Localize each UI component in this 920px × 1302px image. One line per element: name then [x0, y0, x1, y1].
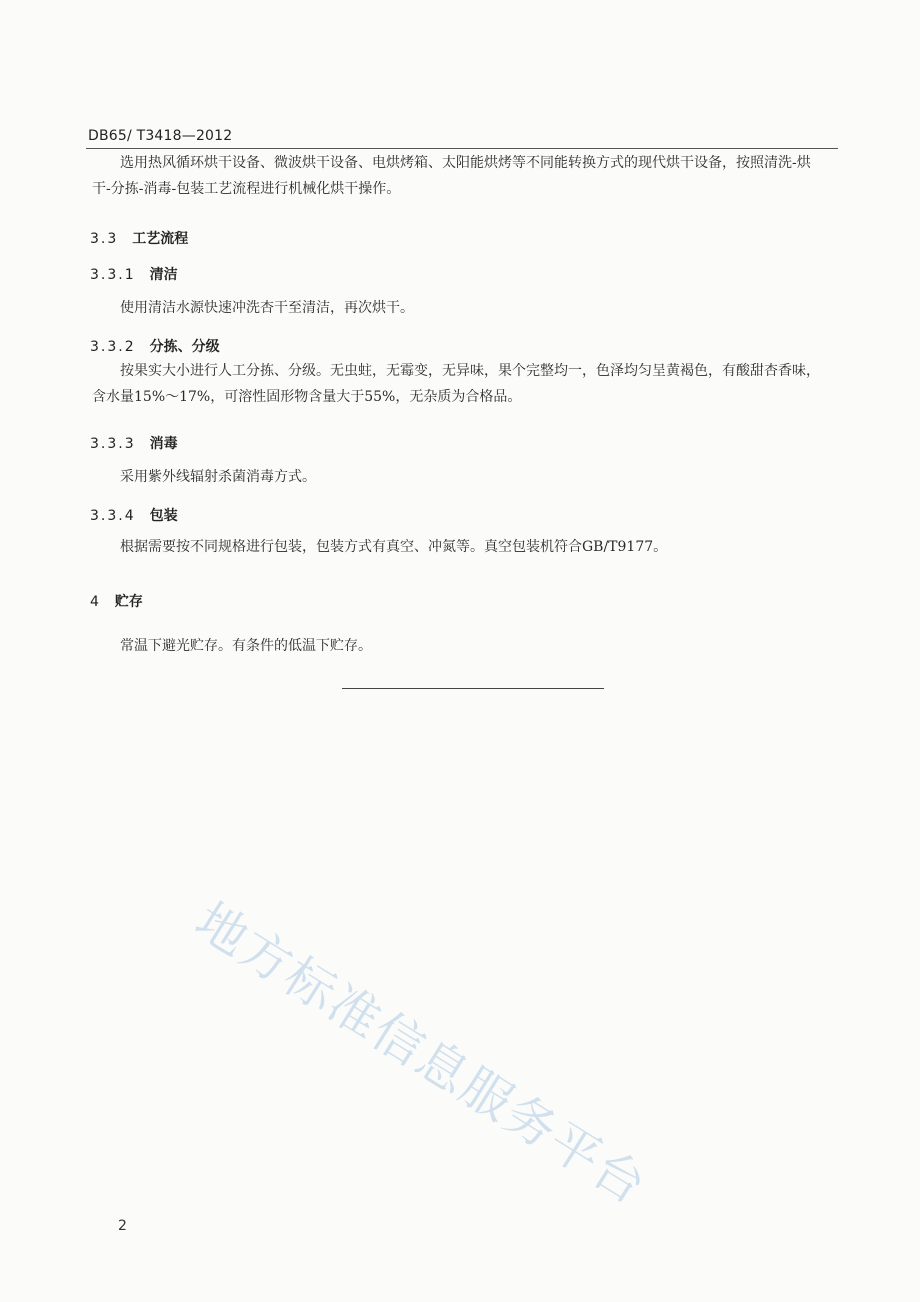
- watermark: 地方标准信息服务平台: [185, 891, 658, 1217]
- header-code: DB65/ T3418—2012: [88, 128, 233, 144]
- heading-title: 分拣、分级: [149, 339, 220, 355]
- paragraph-3-3-1: 使用清洁水源快速冲洗杏干至清洁，再次烘干。: [120, 300, 414, 316]
- heading-title: 贮存: [114, 594, 143, 610]
- heading-number: 3.3.3: [90, 436, 136, 452]
- end-rule: [342, 688, 604, 689]
- paragraph-3-3-3: 采用紫外线辐射杀菌消毒方式。: [120, 469, 316, 485]
- heading-4: [90, 592, 143, 612]
- heading-number: 3.3: [90, 231, 119, 247]
- heading-number: 3.3.2: [90, 339, 136, 355]
- intro-paragraph: 选用热风循环烘干设备、微波烘干设备、电烘烤箱、太阳能烘烤等不同能转换方式的现代烘干设备，按照清洗-烘干-分拣-消毒-包装工艺流程进行机械化烘干操作。: [92, 155, 811, 197]
- heading-3-3-2: [90, 337, 220, 357]
- heading-number: 3.3.1: [90, 267, 136, 283]
- paragraph-4: 常温下避光贮存。有条件的低温下贮存。: [120, 638, 372, 654]
- heading-title: 包装: [149, 508, 178, 524]
- heading-number: 3.3.4: [90, 508, 136, 524]
- header-rule: [86, 148, 838, 149]
- paragraph-3-3-2: 按果实大小进行人工分拣、分级。无虫蛀，无霉变，无异味，果个完整均一，色泽均匀呈黄褐色，有酸甜杏香味，含水量15%～17%，可溶性固形物含量大于55%，无杂质为合格品。: [92, 363, 820, 405]
- heading-3-3-4: [90, 506, 178, 526]
- heading-title: 消毒: [149, 436, 178, 452]
- heading-3-3: [90, 229, 188, 249]
- heading-title: 清洁: [149, 267, 178, 283]
- heading-3-3-3: [90, 434, 178, 454]
- paragraph-3-3-4: 根据需要按不同规格进行包装，包装方式有真空、冲氮等。真空包装机符合GB/T9177。: [120, 539, 668, 555]
- heading-3-3-1: [90, 265, 178, 285]
- heading-number: 4: [90, 594, 101, 610]
- page-number: 2: [118, 1218, 127, 1234]
- heading-title: 工艺流程: [132, 231, 189, 247]
